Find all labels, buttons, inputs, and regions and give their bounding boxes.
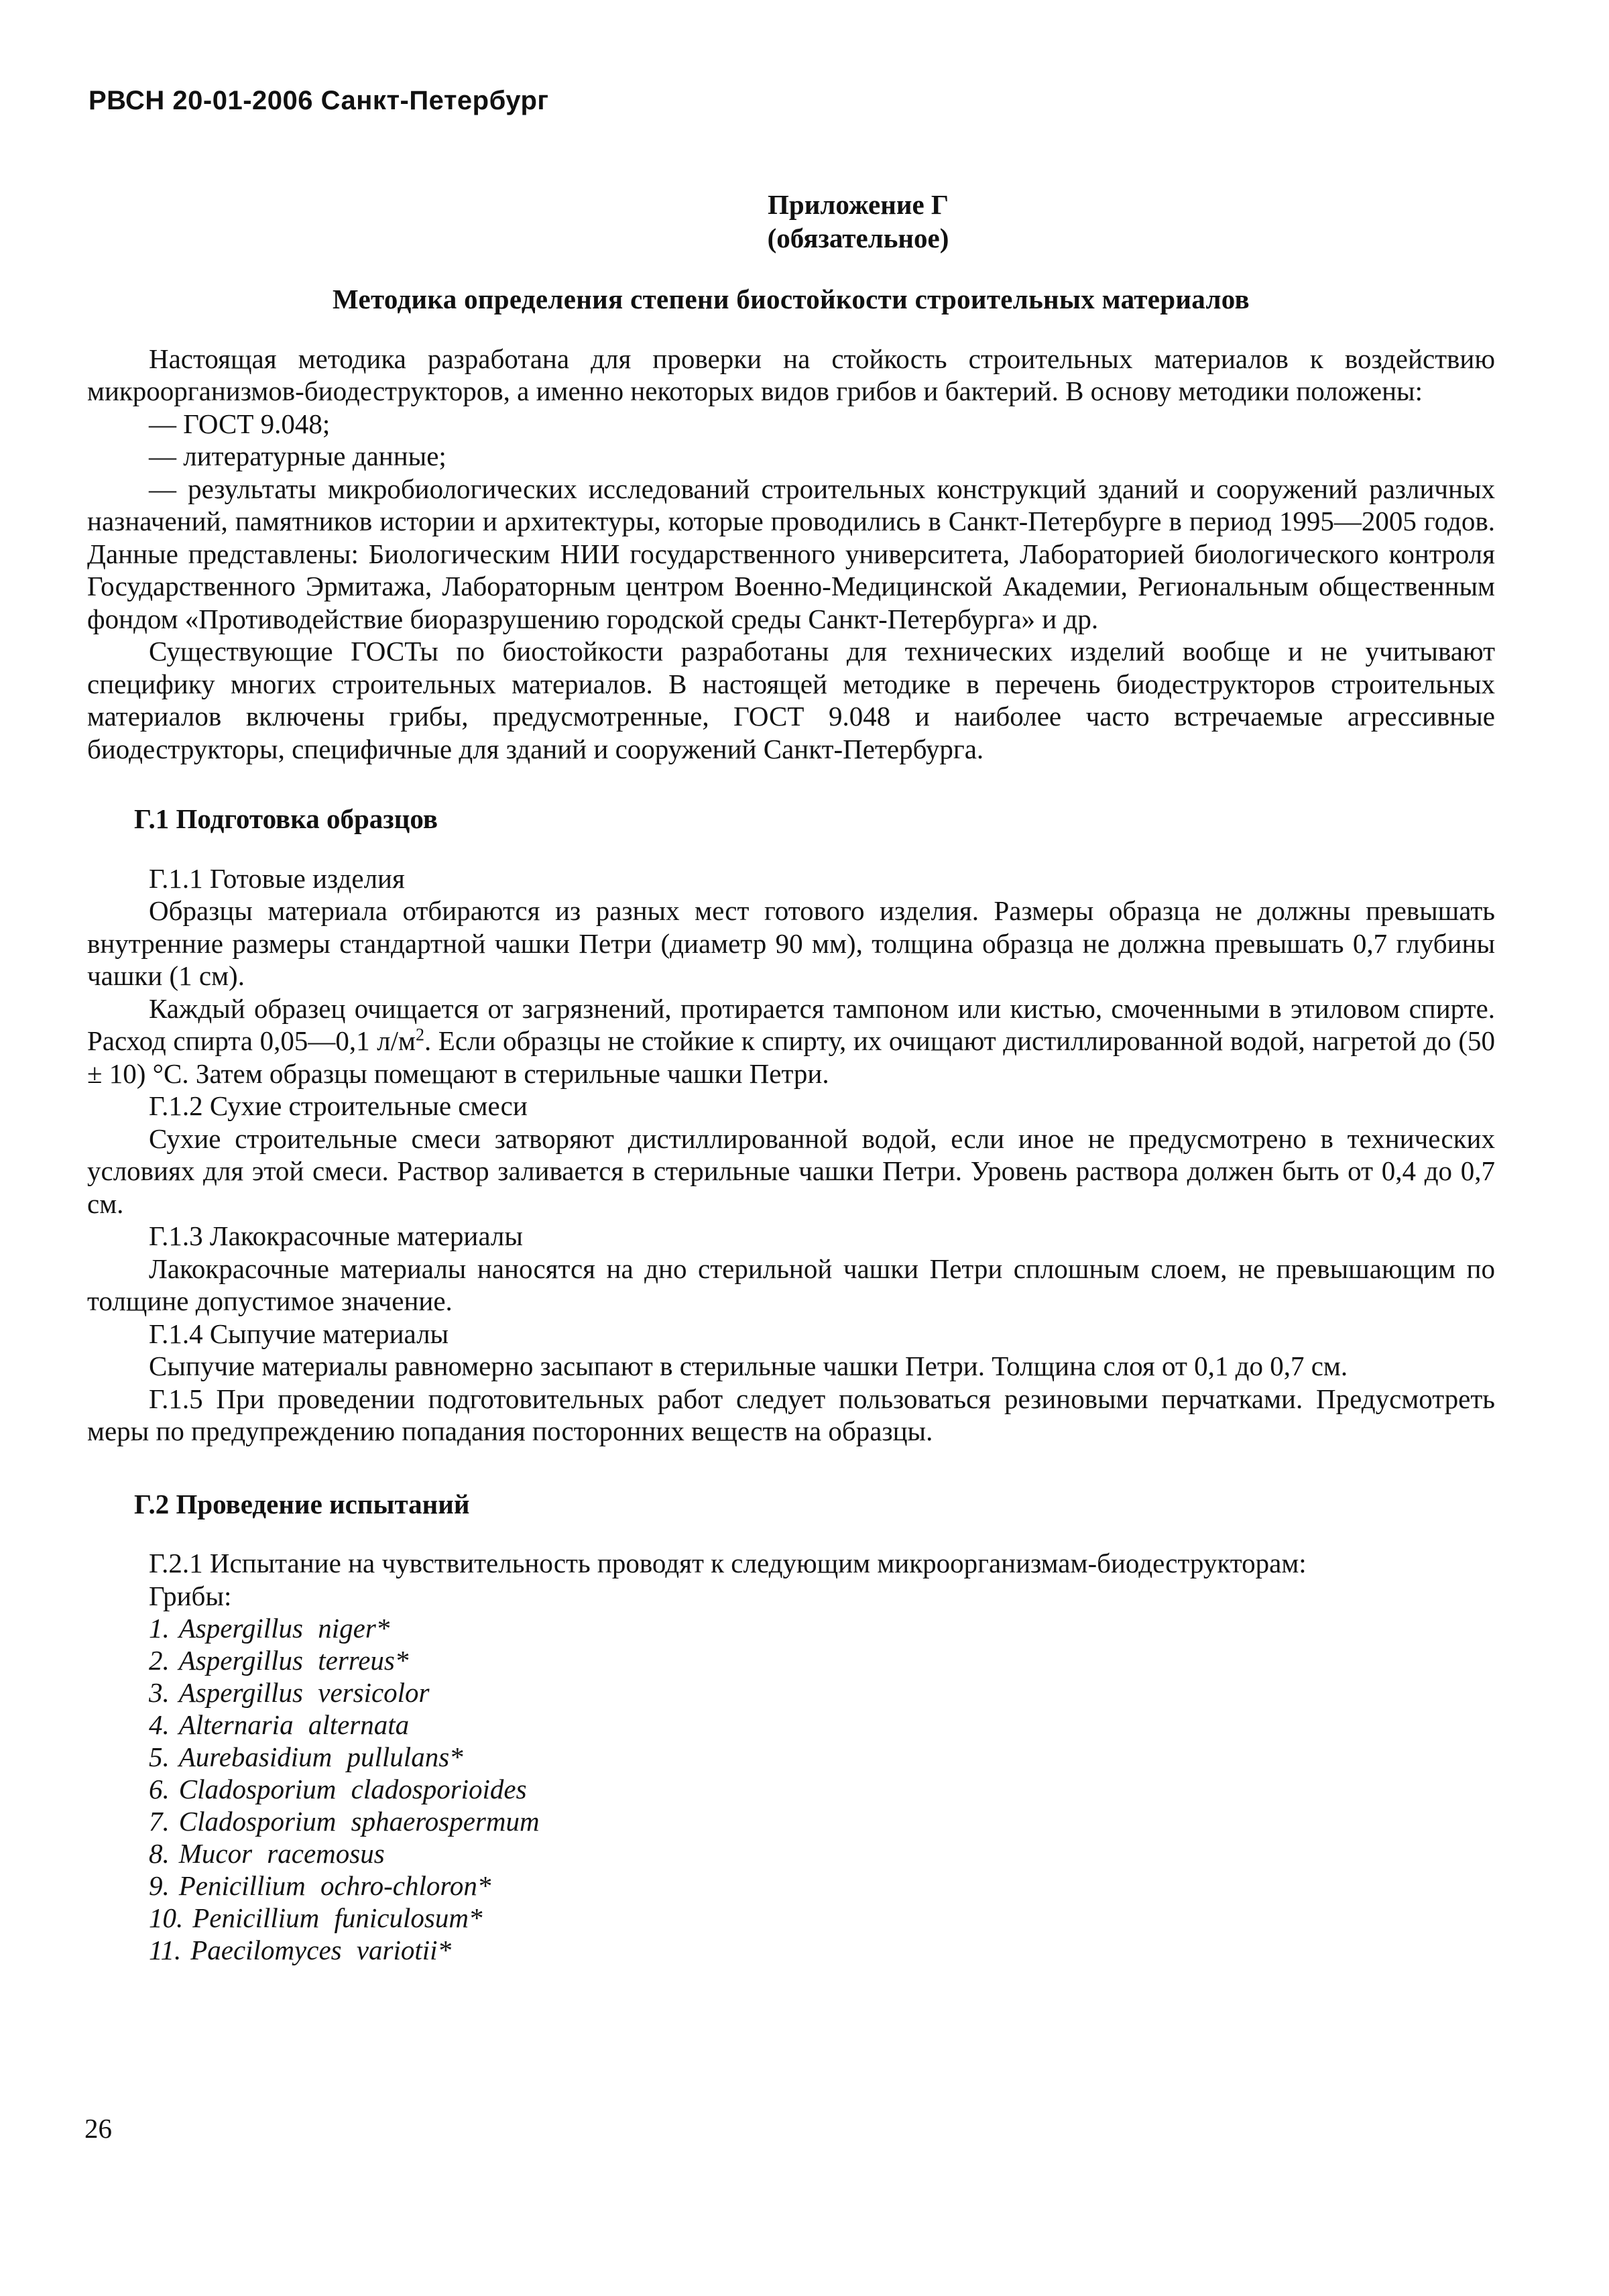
appendix-title: Приложение Г — [768, 189, 949, 220]
list-item-name: Aspergillus versicolor — [178, 1677, 430, 1708]
list-item-name: Cladosporium sphaerospermum — [178, 1806, 540, 1837]
running-header: РВСН 20-01-2006 Санкт-Петербург — [88, 86, 549, 115]
intro-paragraph: Существующие ГОСТы по биостойкости разработаны для технических изделий вообще и не учитывают специфику многих строительных материалов. В настоящей методике в перечень биодеструкторов строительных материалов включены грибы, предусмотренные, ГОСТ 9.048 и наиболее часто встречаемые агрессивные биодеструкторы, специфичные для зданий и сооружений Санкт-Петербурга. — [87, 636, 1495, 764]
list-item — [149, 1709, 1495, 1741]
body-paragraph: Образцы материала отбираются из разных мест готового изделия. Размеры образца не должны превышать внутренние размеры стандартной чашки Петри (диаметр 90 мм), толщина образца не должна превышать 0,7 глубины чашки (1 см). — [87, 895, 1495, 991]
intro-paragraph: Настоящая методика разработана для проверки на стойкость строительных материалов к воздействию микроорганизмов-биодеструкторов, а именно некоторых видов грибов и бактерий. В основу методики положены: — [87, 343, 1495, 406]
list-item-number: 1. — [149, 1613, 170, 1644]
intro-list-item: — результаты микробиологических исследований строительных конструкций зданий и сооружений различных назначений, памятников истории и архитектуры, которые проводились в Санкт-Петербурге в период 1995—2005 годов. Данные представлены: Биологическим НИИ государственного университета, Лабораторией биологического контроля Государственного Эрмитажа, Лабораторным центром Военно-Медицинской Академии, Региональным общественным фондом «Противодействие биоразрушению городской среды Санкт-Петербурга» и др. — [87, 473, 1495, 634]
list-item-name: Mucor racemosus — [178, 1838, 385, 1869]
appendix-status: (обязательное) — [767, 223, 949, 253]
list-item-number: 4. — [149, 1709, 170, 1740]
list-item-number: 11. — [149, 1935, 182, 1965]
list-item-name: Paecilomyces variotii* — [190, 1935, 452, 1965]
list-item — [149, 1870, 1495, 1902]
body-paragraph: Сухие строительные смеси затворяют дистиллированной водой, если иное не предусмотрено в технических условиях для этой смеси. Раствор заливается в стерильные чашки Петри. Уровень раствора должен быть от 0,4 до 0,7 см. — [87, 1123, 1495, 1219]
list-item-number: 6. — [149, 1774, 170, 1804]
page-number: 26 — [84, 2113, 112, 2144]
list-item — [149, 1837, 1495, 1870]
page-content — [87, 188, 1495, 1966]
list-item-number: 9. — [149, 1870, 170, 1901]
list-item-name: Cladosporium cladosporioides — [178, 1774, 527, 1804]
section-heading: Г.1 Подготовка образцов — [134, 803, 438, 834]
list-item — [149, 1612, 1495, 1644]
list-item — [149, 1902, 1495, 1934]
list-item — [149, 1805, 1495, 1837]
fungi-label: Грибы: — [149, 1580, 232, 1611]
body-paragraph: Г.2.1 Испытание на чувствительность проводят к следующим микроорганизмам-биодеструкторам: — [149, 1548, 1307, 1578]
body-paragraph: Каждый образец очищается от загрязнений, протирается тампоном или кистью, смоченными в этиловом спирте. Расход спирта 0,05—0,1 $л/м^2$. Если образцы не стойкие к спирту, их очищают дистиллированной водой, нагретой до (50 ± 10) °С. Затем образцы помещают в стерильные чашки Петри. — [87, 992, 1496, 1089]
body-paragraph: Сыпучие материалы равномерно засыпают в стерильные чашки Петри. Толщина слоя от 0,1 до 0,7 см. — [149, 1351, 1348, 1381]
list-item-number: 5. — [149, 1741, 170, 1772]
section-heading: Г.2 Проведение испытаний — [134, 1488, 470, 1519]
list-item — [149, 1934, 1495, 1966]
fungi-list — [87, 1612, 1495, 1966]
subsection-title: Г.1.2 Сухие строительные смеси — [149, 1090, 528, 1121]
subsection-title: Г.1.1 Готовые изделия — [149, 862, 405, 894]
list-item — [149, 1773, 1495, 1805]
appendix-heading: Методика определения степени биостойкости строительных материалов — [333, 284, 1250, 314]
body-paragraph: Лакокрасочные материалы наносятся на дно стерильной чашки Петри сплошным слоем, не превышающим по толщине допустимое значение. — [87, 1253, 1495, 1316]
list-item-name: Alternaria alternata — [178, 1709, 410, 1740]
list-item — [149, 1741, 1495, 1773]
subsection-title: Г.1.3 Лакокрасочные материалы — [149, 1220, 523, 1251]
body-paragraph: Г.1.5 При проведении подготовительных работ следует пользоваться резиновыми перчатками. Предусмотреть меры по предупреждению попадания посторонних веществ на образцы. — [87, 1383, 1495, 1446]
subsection-title: Г.1.4 Сыпучие материалы — [149, 1318, 449, 1349]
list-item-number: 7. — [149, 1806, 170, 1837]
list-item-number: 10. — [149, 1902, 184, 1933]
list-item-name: Aspergillus terreus* — [178, 1645, 409, 1676]
list-item-name: Aspergillus niger* — [178, 1613, 390, 1644]
list-item — [149, 1676, 1495, 1709]
list-item — [149, 1644, 1495, 1676]
intro-list-item: — литературные данные; — [149, 441, 446, 471]
list-item-number: 8. — [149, 1838, 170, 1869]
intro-list-item: — ГОСТ 9.048; — [149, 408, 331, 439]
list-item-name: Penicillium funiculosum* — [192, 1902, 483, 1933]
list-item-name: Penicillium ochro-chloron* — [178, 1870, 491, 1901]
list-item-number: 3. — [149, 1677, 170, 1708]
list-item-name: Aurebasidium pullulans* — [178, 1741, 463, 1772]
list-item-number: 2. — [149, 1645, 170, 1676]
